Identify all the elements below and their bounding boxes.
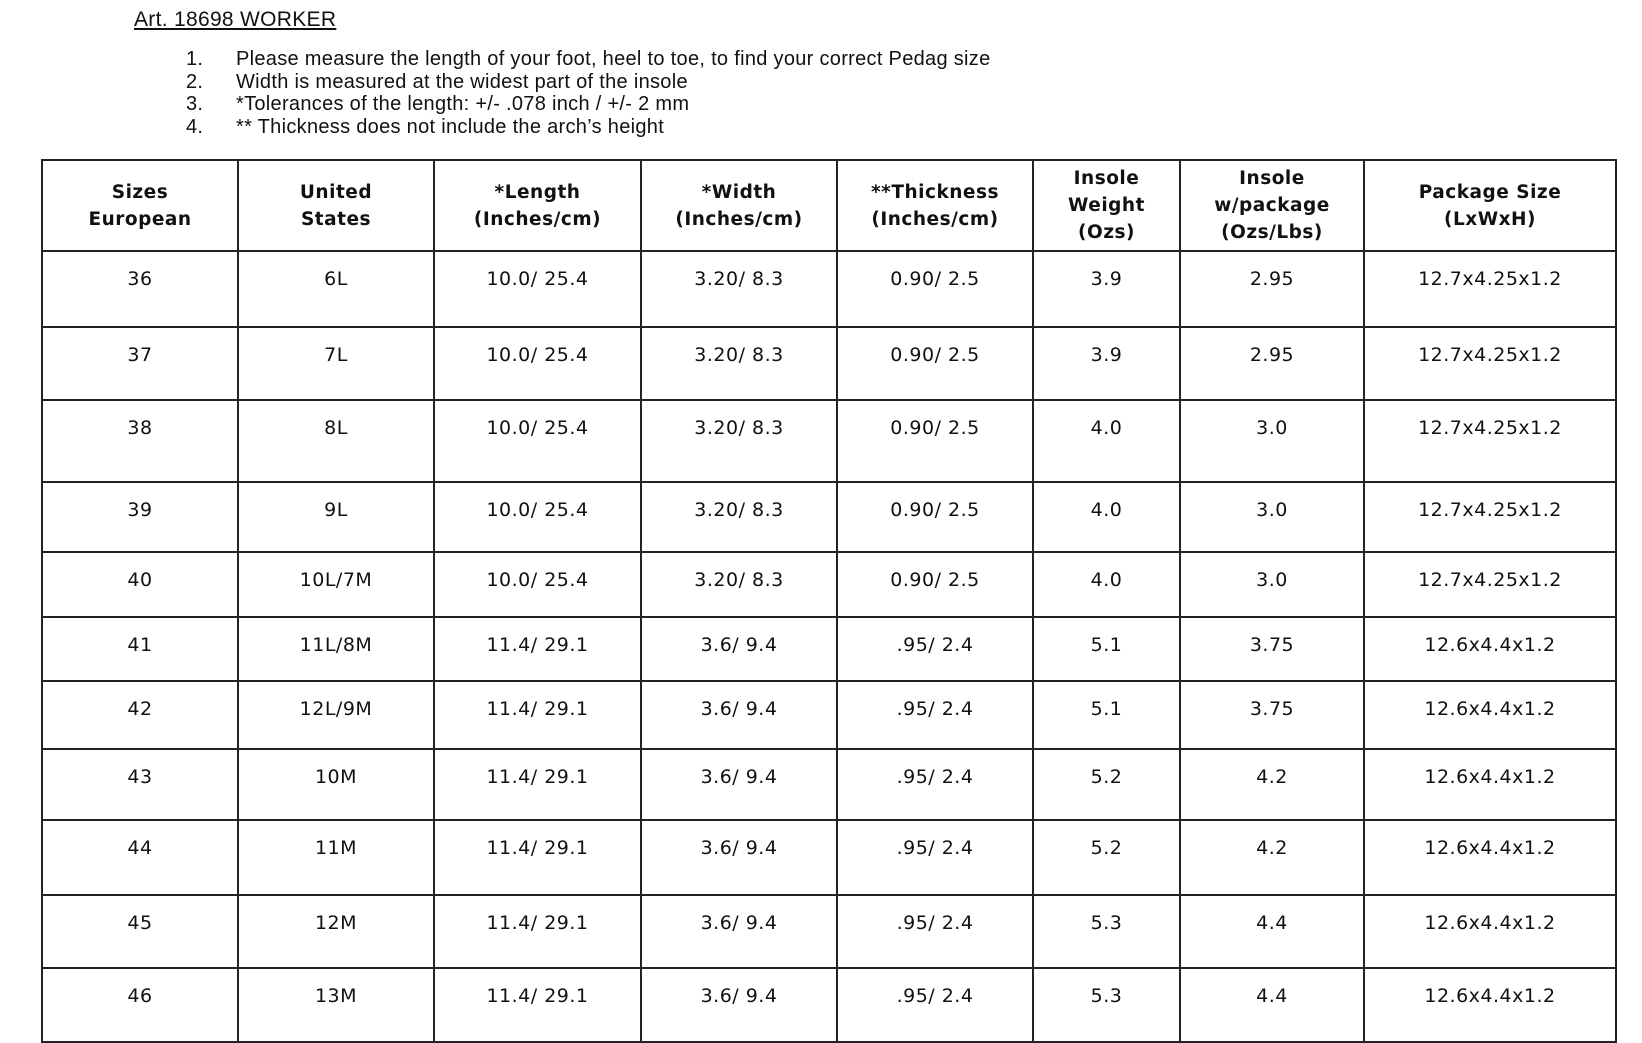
header-line: Insole (1239, 168, 1305, 189)
table-cell: 11.4/ 29.1 (434, 895, 641, 969)
header-length (434, 160, 641, 251)
table-cell: 13M (238, 968, 434, 1042)
table-row (42, 482, 1616, 552)
table-cell: 11.4/ 29.1 (434, 820, 641, 895)
table-cell: 10.0/ 25.4 (434, 482, 641, 552)
header-line: Weight (1068, 195, 1145, 216)
table-cell: 41 (42, 617, 238, 681)
header-insole-package (1180, 160, 1364, 251)
table-cell: 3.20/ 8.3 (641, 327, 837, 401)
instruction-number: 3. (186, 93, 204, 115)
table-cell: 12.6x4.4x1.2 (1364, 968, 1616, 1042)
table-cell: .95/ 2.4 (837, 681, 1033, 749)
header-line: (LxWxH) (1444, 208, 1536, 230)
table-cell: 12M (238, 895, 434, 969)
table-cell: 39 (42, 482, 238, 552)
table-cell: 4.2 (1180, 749, 1364, 820)
header-line: Package Size (1418, 181, 1562, 203)
instruction-text: Width is measured at the widest part of the insole (236, 70, 688, 93)
table-cell: 38 (42, 400, 238, 482)
table-cell: 0.90/ 2.5 (837, 552, 1033, 616)
table-cell: 3.0 (1180, 482, 1364, 552)
instruction-item (186, 116, 991, 139)
table-cell: 12L/9M (238, 681, 434, 749)
header-line: w/package (1214, 195, 1330, 216)
table-cell: 3.20/ 8.3 (641, 482, 837, 552)
document-title: Art. 18698 WORKER (134, 8, 337, 31)
table-cell: 5.3 (1033, 968, 1180, 1042)
table-header-row (42, 160, 1616, 251)
table-cell: 2.95 (1180, 327, 1364, 401)
table-cell: 10.0/ 25.4 (434, 400, 641, 482)
table-cell: 5.3 (1033, 895, 1180, 969)
table-cell: 43 (42, 749, 238, 820)
header-line: (Ozs) (1078, 222, 1135, 243)
table-cell: 12.6x4.4x1.2 (1364, 681, 1616, 749)
table-cell: 7L (238, 327, 434, 401)
header-united-states (238, 160, 434, 251)
table-cell: 3.0 (1180, 552, 1364, 616)
table-cell: 3.6/ 9.4 (641, 749, 837, 820)
header-insole-weight (1033, 160, 1180, 251)
table-cell: 6L (238, 251, 434, 327)
header-line: United (299, 181, 373, 203)
instruction-number: 1. (186, 48, 204, 70)
table-cell: 12.6x4.4x1.2 (1364, 895, 1616, 969)
table-cell: 4.0 (1033, 400, 1180, 482)
table-cell: 12.7x4.25x1.2 (1364, 400, 1616, 482)
instruction-item (186, 71, 991, 94)
header-line: (Ozs/Lbs) (1221, 222, 1323, 243)
header-line: *Width (701, 181, 777, 203)
table-cell: 5.1 (1033, 617, 1180, 681)
header-thickness (837, 160, 1033, 251)
table-cell: 3.20/ 8.3 (641, 552, 837, 616)
table-row (42, 251, 1616, 327)
table-cell: 11M (238, 820, 434, 895)
table-cell: 3.20/ 8.3 (641, 400, 837, 482)
table-cell: 10L/7M (238, 552, 434, 616)
header-line: (Inches/cm) (675, 208, 803, 230)
table-row (42, 681, 1616, 749)
table-cell: .95/ 2.4 (837, 968, 1033, 1042)
header-line: States (300, 208, 372, 230)
table-cell: 36 (42, 251, 238, 327)
table-cell: 11.4/ 29.1 (434, 749, 641, 820)
table-row (42, 749, 1616, 820)
table-cell: 12.7x4.25x1.2 (1364, 251, 1616, 327)
table-cell: 3.20/ 8.3 (641, 251, 837, 327)
table-row (42, 400, 1616, 482)
table-cell: 0.90/ 2.5 (837, 400, 1033, 482)
table-cell: 3.6/ 9.4 (641, 681, 837, 749)
table-cell: 9L (238, 482, 434, 552)
table-cell: 5.2 (1033, 749, 1180, 820)
table-cell: 3.6/ 9.4 (641, 895, 837, 969)
table-cell: 3.6/ 9.4 (641, 968, 837, 1042)
table-cell: 42 (42, 681, 238, 749)
instruction-number: 4. (186, 115, 204, 138)
header-sizes-european (42, 160, 238, 251)
table-cell: 12.7x4.25x1.2 (1364, 327, 1616, 401)
table-cell: 4.0 (1033, 482, 1180, 552)
table-cell: 4.4 (1180, 895, 1364, 969)
table-cell: 11L/8M (238, 617, 434, 681)
table-cell: .95/ 2.4 (837, 895, 1033, 969)
table-cell: 8L (238, 400, 434, 482)
header-line: (Inches/cm) (473, 208, 602, 230)
header-line: Insole (1073, 168, 1140, 189)
instruction-item (186, 93, 991, 116)
table-row (42, 895, 1616, 969)
table-cell: 3.75 (1180, 617, 1364, 681)
header-package-size (1364, 160, 1616, 251)
table-cell: 5.1 (1033, 681, 1180, 749)
table-cell: 12.6x4.4x1.2 (1364, 617, 1616, 681)
instruction-text: Please measure the length of your foot, heel to toe, to find your correct Pedag size (236, 48, 991, 70)
instruction-text: ** Thickness does not include the arch’s height (236, 115, 665, 138)
header-line: Sizes (111, 181, 169, 203)
table-row (42, 820, 1616, 895)
instructions-list (186, 48, 991, 138)
table-cell: 12.6x4.4x1.2 (1364, 820, 1616, 895)
table-cell: .95/ 2.4 (837, 617, 1033, 681)
table-cell: 11.4/ 29.1 (434, 681, 641, 749)
table-cell: 10.0/ 25.4 (434, 552, 641, 616)
table-cell: 0.90/ 2.5 (837, 482, 1033, 552)
table-cell: 40 (42, 552, 238, 616)
table-cell: .95/ 2.4 (837, 749, 1033, 820)
table-cell: 44 (42, 820, 238, 895)
table-cell: 3.6/ 9.4 (641, 820, 837, 895)
table-cell: 3.6/ 9.4 (641, 617, 837, 681)
table-cell: 12.7x4.25x1.2 (1364, 552, 1616, 616)
header-line: European (88, 208, 192, 230)
table-row (42, 968, 1616, 1042)
table-cell: 4.2 (1180, 820, 1364, 895)
table-body (42, 251, 1616, 1042)
table-cell: 5.2 (1033, 820, 1180, 895)
table-cell: 4.4 (1180, 968, 1364, 1042)
instruction-item (186, 48, 991, 71)
table-cell: 45 (42, 895, 238, 969)
table-cell: .95/ 2.4 (837, 820, 1033, 895)
instruction-text: *Tolerances of the length: +/- .078 inch / +/- 2 mm (236, 93, 690, 115)
table-cell: 0.90/ 2.5 (837, 251, 1033, 327)
table-cell: 3.75 (1180, 681, 1364, 749)
table-cell: 37 (42, 327, 238, 401)
table-row (42, 617, 1616, 681)
table-cell: 12.7x4.25x1.2 (1364, 482, 1616, 552)
table-cell: 10M (238, 749, 434, 820)
table-cell: 2.95 (1180, 251, 1364, 327)
table-row (42, 327, 1616, 401)
size-chart-table (41, 159, 1617, 1043)
header-line: **Thickness (871, 181, 999, 203)
instruction-number: 2. (186, 70, 204, 93)
table-cell: 10.0/ 25.4 (434, 251, 641, 327)
table-cell: 46 (42, 968, 238, 1042)
table-cell: 3.9 (1033, 327, 1180, 401)
table-cell: 3.9 (1033, 251, 1180, 327)
header-line: (Inches/cm) (871, 208, 999, 230)
header-line: *Length (494, 181, 581, 203)
table-cell: 11.4/ 29.1 (434, 617, 641, 681)
table-cell: 10.0/ 25.4 (434, 327, 641, 401)
table-cell: 4.0 (1033, 552, 1180, 616)
table-cell: 12.6x4.4x1.2 (1364, 749, 1616, 820)
table-row (42, 552, 1616, 616)
table-cell: 11.4/ 29.1 (434, 968, 641, 1042)
table-cell: 3.0 (1180, 400, 1364, 482)
header-width (641, 160, 837, 251)
table-cell: 0.90/ 2.5 (837, 327, 1033, 401)
